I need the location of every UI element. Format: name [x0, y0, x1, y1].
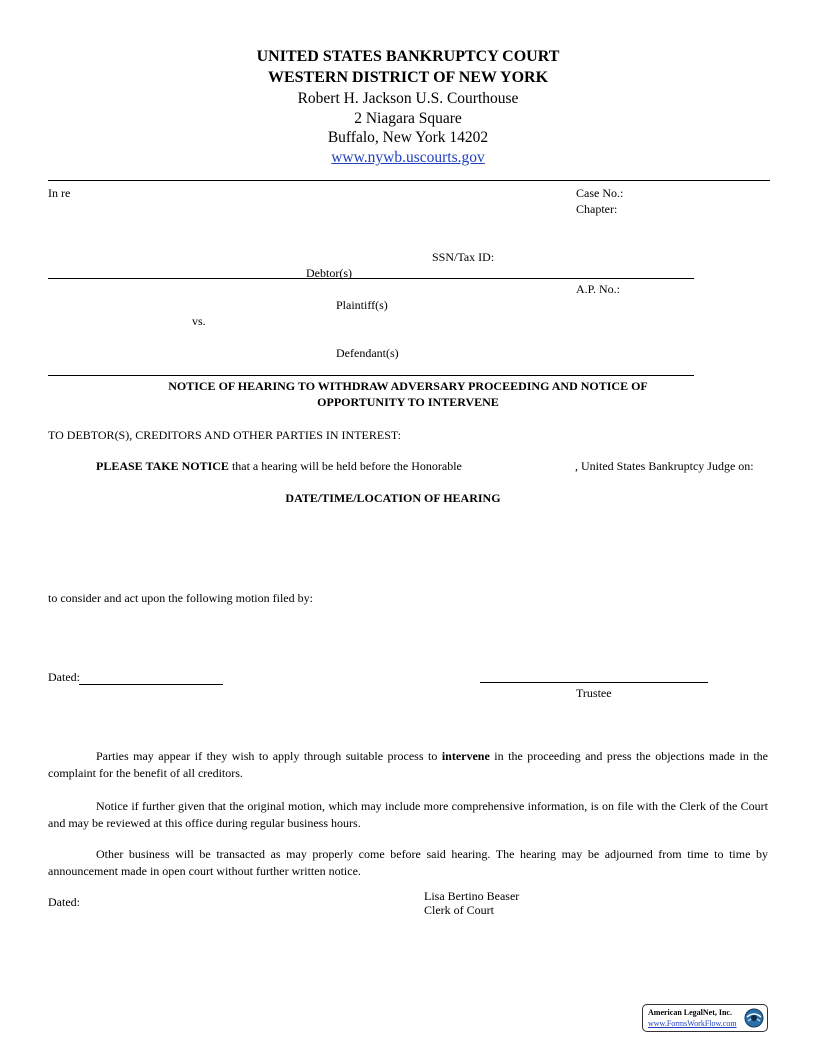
hearing-text: that a hearing will be held before the Honorable [231, 459, 462, 473]
p1-intervene-bold: intervene [441, 749, 490, 763]
hearing-notice-line [96, 459, 462, 474]
p1-text-start: Parties may appear if they wish to apply through suitable process to [96, 749, 442, 763]
court-name: UNITED STATES BANKRUPTCY COURT [256, 48, 560, 65]
ap-no-label: A.P. No.: [576, 282, 621, 296]
motion-text: to consider and act upon the following motion filed by: [48, 591, 313, 605]
badge-company: American LegalNet, Inc. [648, 1008, 732, 1017]
clerk-name: Lisa Bertino Beaser [424, 889, 520, 903]
please-take-notice: PLEASE TAKE NOTICE [96, 459, 229, 473]
website-row [0, 149, 816, 167]
footer-dated-label: Dated: [48, 895, 80, 909]
globe-logo-icon [744, 1008, 764, 1028]
other-business-paragraph: Other business will be transacted as may properly come before said hearing. The hearing may be adjourned from time to time by announcement made in open court without further written notice. [48, 847, 768, 878]
caption-bottom-line [48, 375, 694, 376]
clerk-title: Clerk of Court [424, 903, 494, 917]
defendants-label: Defendant(s) [336, 346, 399, 360]
dated-signature-line [79, 684, 223, 685]
ssn-label: SSN/Tax ID: [432, 250, 495, 264]
chapter-label: Chapter: [576, 202, 618, 216]
vs-label: vs. [192, 314, 206, 328]
dated-label: Dated: [48, 670, 80, 684]
plaintiffs-label: Plaintiff(s) [336, 298, 388, 312]
city-address: Buffalo, New York 14202 [327, 129, 489, 146]
header-divider [48, 180, 770, 181]
to-parties-text: TO DEBTOR(S), CREDITORS AND OTHER PARTIES IN INTEREST: [48, 428, 401, 442]
notice-title-line-1: NOTICE OF HEARING TO WITHDRAW ADVERSARY PROCEEDING AND NOTICE OF [168, 379, 648, 393]
p1-text-end: in the proceeding and press the objections made in the complaint for the benefit of all creditors. [48, 749, 768, 780]
judge-text: , United States Bankruptcy Judge on: [575, 459, 754, 473]
street-address: 2 Niagara Square [354, 110, 462, 127]
court-website-link[interactable]: www.nywb.uscourts.gov [331, 149, 485, 166]
case-no-label: Case No.: [576, 186, 624, 200]
american-legalnet-badge[interactable] [642, 1004, 768, 1032]
debtors-label: Debtor(s) [306, 266, 352, 280]
trustee-label: Trustee [576, 686, 612, 700]
debtor-line [48, 278, 694, 279]
district-name: WESTERN DISTRICT OF NEW YORK [267, 69, 549, 86]
courthouse-name: Robert H. Jackson U.S. Courthouse [297, 90, 519, 107]
intervene-paragraph [48, 748, 768, 782]
trustee-signature-line [480, 682, 708, 683]
badge-url[interactable]: www.FormsWorkFlow.com [648, 1019, 737, 1028]
notice-title-line-2: OPPORTUNITY TO INTERVENE [317, 395, 499, 409]
hearing-heading: DATE/TIME/LOCATION OF HEARING [285, 491, 501, 505]
motion-on-file-paragraph: Notice if further given that the original motion, which may include more comprehensive information, is on file with the Clerk of the Court and may be reviewed at this office during regular business hours. [48, 799, 768, 830]
in-re-label: In re [48, 186, 71, 200]
